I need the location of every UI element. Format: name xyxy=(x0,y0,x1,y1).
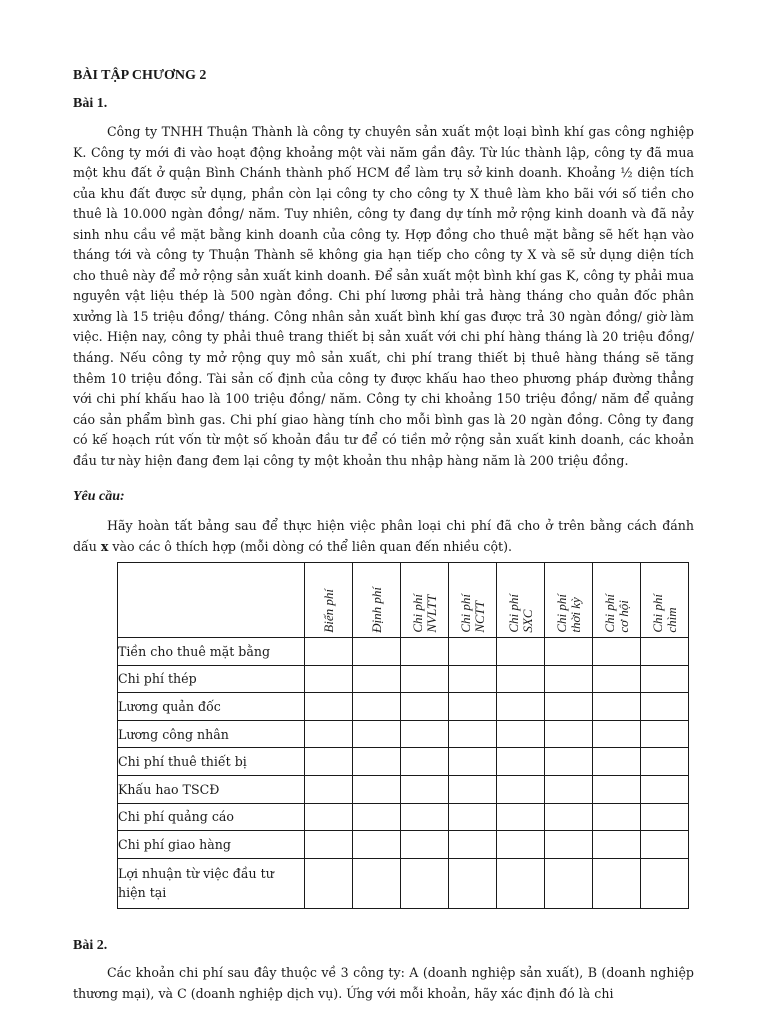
answer-cell[interactable] xyxy=(305,638,353,666)
answer-cell[interactable] xyxy=(305,803,353,831)
answer-cell[interactable] xyxy=(641,638,689,666)
answer-cell[interactable] xyxy=(641,803,689,831)
answer-cell[interactable] xyxy=(449,693,497,721)
answer-cell[interactable] xyxy=(353,693,401,721)
row-label: Lương quản đốc xyxy=(118,693,305,721)
answer-cell[interactable] xyxy=(449,803,497,831)
answer-cell[interactable] xyxy=(497,858,545,908)
answer-cell[interactable] xyxy=(593,775,641,803)
answer-cell[interactable] xyxy=(545,748,593,776)
chapter-heading: BÀI TẬP CHƯƠNG 2 xyxy=(73,68,207,83)
answer-cell[interactable] xyxy=(497,831,545,859)
table-corner-cell xyxy=(118,563,305,638)
answer-cell[interactable] xyxy=(593,858,641,908)
column-header-label: Chi phí chìm xyxy=(649,594,679,633)
answer-cell[interactable] xyxy=(593,748,641,776)
exercise-2-paragraph: Các khoản chi phí sau đây thuộc về 3 công ty: A (doanh nghiệp sản xuất), B (doanh nghiệp thương mại), và C (doanh nghiệp dịch vụ). Ứng với mỗi khoản, hãy xác định đó là chi xyxy=(73,965,694,1001)
column-header xyxy=(497,563,545,638)
table-row xyxy=(118,665,689,693)
answer-cell[interactable] xyxy=(497,803,545,831)
column-header-label: Chi phí thời kỳ xyxy=(553,594,583,633)
row-label: Chi phí quảng cáo xyxy=(118,803,305,831)
column-header-label: Định phí xyxy=(368,587,384,633)
answer-cell[interactable] xyxy=(545,693,593,721)
answer-cell[interactable] xyxy=(401,775,449,803)
answer-cell[interactable] xyxy=(497,748,545,776)
answer-cell[interactable] xyxy=(353,748,401,776)
answer-cell[interactable] xyxy=(401,638,449,666)
requirement-paragraph xyxy=(73,516,694,557)
column-header-label: Chi phí SXC xyxy=(505,594,535,633)
answer-cell[interactable] xyxy=(545,720,593,748)
answer-cell[interactable] xyxy=(449,775,497,803)
answer-cell[interactable] xyxy=(305,748,353,776)
answer-cell[interactable] xyxy=(497,720,545,748)
answer-cell[interactable] xyxy=(641,858,689,908)
table-row xyxy=(118,858,689,908)
answer-cell[interactable] xyxy=(641,748,689,776)
answer-cell[interactable] xyxy=(497,638,545,666)
exercise-2-title: Bài 2. xyxy=(73,938,108,953)
table-body xyxy=(118,638,689,909)
answer-cell[interactable] xyxy=(497,665,545,693)
answer-cell[interactable] xyxy=(545,638,593,666)
answer-cell[interactable] xyxy=(593,720,641,748)
answer-cell[interactable] xyxy=(401,720,449,748)
answer-cell[interactable] xyxy=(353,665,401,693)
row-label: Chi phí thuê thiết bị xyxy=(118,748,305,776)
answer-cell[interactable] xyxy=(401,665,449,693)
answer-cell[interactable] xyxy=(401,858,449,908)
requirement-heading: Yêu cầu: xyxy=(73,489,125,504)
answer-cell[interactable] xyxy=(449,665,497,693)
table-row xyxy=(118,693,689,721)
cost-classification-table xyxy=(117,562,689,909)
column-header-label: Chi phí cơ hội xyxy=(601,594,631,633)
answer-cell[interactable] xyxy=(545,858,593,908)
table-row xyxy=(118,831,689,859)
answer-cell[interactable] xyxy=(593,638,641,666)
answer-cell[interactable] xyxy=(449,638,497,666)
column-header xyxy=(305,563,353,638)
answer-cell[interactable] xyxy=(305,775,353,803)
table-row xyxy=(118,720,689,748)
column-header xyxy=(401,563,449,638)
column-header xyxy=(545,563,593,638)
requirement-text-before: Hãy hoàn tất bảng sau để thực hiện việc phân loại chi phí đã cho ở trên bằng cách đánh dấu xyxy=(73,518,694,554)
answer-cell[interactable] xyxy=(593,831,641,859)
answer-cell[interactable] xyxy=(401,693,449,721)
answer-cell[interactable] xyxy=(497,775,545,803)
requirement-mark: x xyxy=(100,538,109,554)
row-label: Chi phí thép xyxy=(118,665,305,693)
column-header xyxy=(353,563,401,638)
row-label: Lợi nhuận từ việc đầu tư hiện tại xyxy=(118,858,305,908)
answer-cell[interactable] xyxy=(305,720,353,748)
answer-cell[interactable] xyxy=(545,803,593,831)
answer-cell[interactable] xyxy=(593,693,641,721)
exercise-1-title: Bài 1. xyxy=(73,96,108,111)
table-row xyxy=(118,638,689,666)
answer-cell[interactable] xyxy=(305,693,353,721)
answer-cell[interactable] xyxy=(449,831,497,859)
answer-cell[interactable] xyxy=(641,693,689,721)
answer-cell[interactable] xyxy=(353,831,401,859)
answer-cell[interactable] xyxy=(353,638,401,666)
answer-cell[interactable] xyxy=(593,803,641,831)
exercise-1-paragraph: Công ty TNHH Thuận Thành là công ty chuyên sản xuất một loại bình khí gas công nghiệp K. Công ty mới đi vào hoạt động khoảng một vài năm gần đây. Từ lúc thành lập, công ty đã mua một khu đất ở quận Bình Chánh thành phố HCM để làm trụ sở kinh doanh. Khoảng ½ diện tích của khu đất được sử dụng, phần còn lại công ty cho công ty X thuê làm kho bãi với số tiền cho thuê là 10.000 ngàn đồng/ năm. Tuy nhiên, công ty đang dự tính mở rộng kinh doanh và đã nảy sinh nhu cầu về mặt bằng kinh doanh của công ty. Hợp đồng cho thuê mặt bằng sẽ hết hạn vào tháng tới và công ty Thuận Thành sẽ không gia hạn tiếp cho công ty X và sẽ sử dụng diện tích cho thuê này để mở rộng sản xuất kinh doanh. Để sản xuất một bình khí gas K, công ty phải mua nguyên vật liệu thép là 500 ngàn đồng. Chi phí lương phải trả hàng tháng cho quản đốc phân xưởng là 15 triệu đồng/ tháng. Công nhân sản xuất bình khí gas được trả 30 ngàn đồng/ giờ làm việc. Hiện nay, công ty phải thuê trang thiết bị sản xuất với chi phí hàng tháng là 20 triệu đồng/ tháng. Nếu công ty mở rộng quy mô sản xuất, chi phí trang thiết bị thuê hàng tháng sẽ tăng thêm 10 triệu đồng. Tài sản cố định của công ty được khấu hao theo phương pháp đường thẳng với chi phí khấu hao là 100 triệu đồng/ năm. Công ty chi khoảng 150 triệu đồng/ năm để quảng cáo sản phẩm bình gas. Chi phí giao hàng tính cho mỗi bình gas là 20 ngàn đồng. Công ty đang có kế hoạch rút vốn từ một số khoản đầu tư để có tiền mở rộng sản xuất kinh doanh, các khoản đầu tư này hiện đang đem lại công ty một khoản thu nhập hàng năm là 200 triệu đồng. xyxy=(73,124,694,468)
answer-cell[interactable] xyxy=(545,665,593,693)
column-header-label: Chi phí NCTT xyxy=(457,594,487,633)
column-header xyxy=(641,563,689,638)
answer-cell[interactable] xyxy=(305,831,353,859)
answer-cell[interactable] xyxy=(641,775,689,803)
answer-cell[interactable] xyxy=(401,748,449,776)
requirement-text-after: vào các ô thích hợp (mỗi dòng có thể liên quan đến nhiều cột). xyxy=(108,538,512,554)
row-label: Chi phí giao hàng xyxy=(118,831,305,859)
table-row xyxy=(118,803,689,831)
answer-cell[interactable] xyxy=(353,858,401,908)
answer-cell[interactable] xyxy=(641,720,689,748)
column-header xyxy=(449,563,497,638)
row-label: Khấu hao TSCĐ xyxy=(118,775,305,803)
table-header-row xyxy=(118,563,689,638)
table-row xyxy=(118,775,689,803)
answer-cell[interactable] xyxy=(449,858,497,908)
answer-cell[interactable] xyxy=(353,775,401,803)
answer-cell[interactable] xyxy=(401,803,449,831)
column-header-label: Biến phí xyxy=(320,589,336,633)
answer-cell[interactable] xyxy=(305,858,353,908)
table-row xyxy=(118,748,689,776)
column-header-label: Chi phí NVLTT xyxy=(409,594,439,633)
answer-cell[interactable] xyxy=(545,775,593,803)
answer-cell[interactable] xyxy=(641,665,689,693)
answer-cell[interactable] xyxy=(353,720,401,748)
answer-cell[interactable] xyxy=(305,665,353,693)
answer-cell[interactable] xyxy=(449,720,497,748)
answer-cell[interactable] xyxy=(401,831,449,859)
column-header xyxy=(593,563,641,638)
answer-cell[interactable] xyxy=(545,831,593,859)
row-label: Tiền cho thuê mặt bằng xyxy=(118,638,305,666)
answer-cell[interactable] xyxy=(353,803,401,831)
row-label: Lương công nhân xyxy=(118,720,305,748)
answer-cell[interactable] xyxy=(593,665,641,693)
answer-cell[interactable] xyxy=(497,693,545,721)
answer-cell[interactable] xyxy=(449,748,497,776)
answer-cell[interactable] xyxy=(641,831,689,859)
